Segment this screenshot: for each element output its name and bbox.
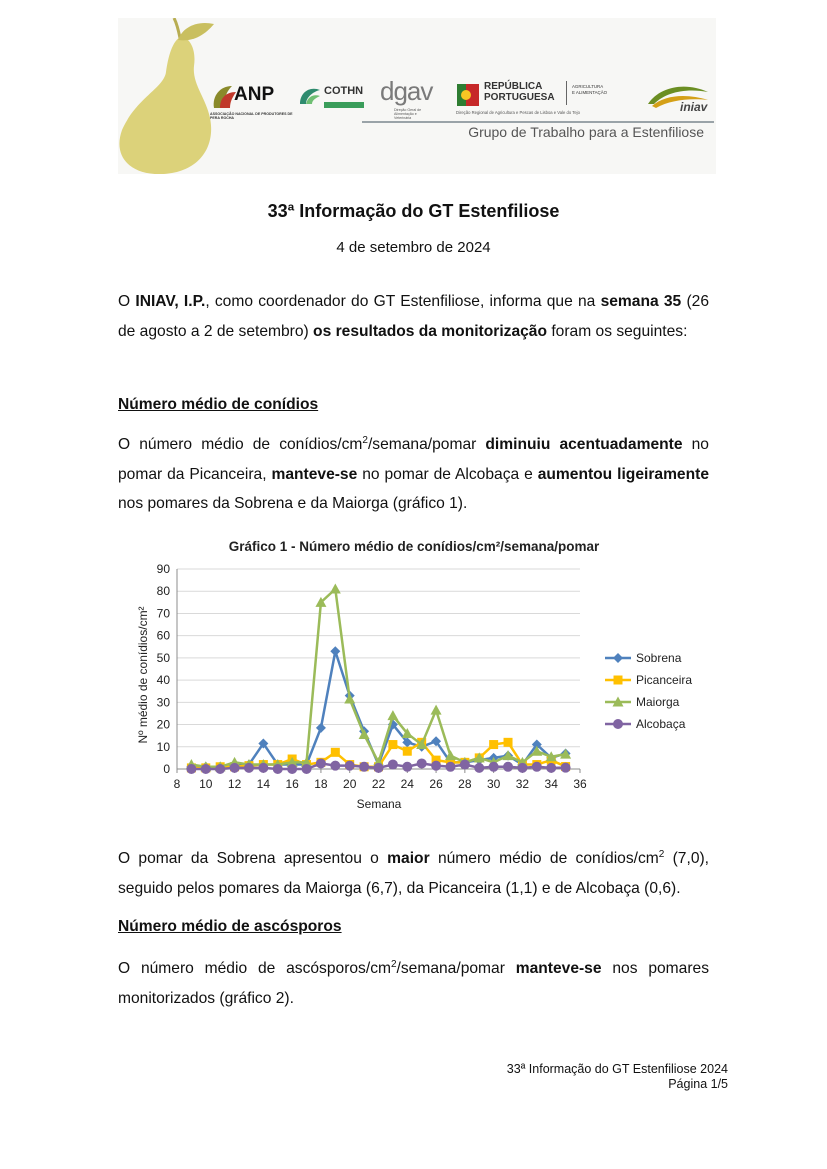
data-point-alcobaa bbox=[474, 763, 484, 773]
republica-text: REPÚBLICA bbox=[484, 81, 543, 92]
x-tick-label: 16 bbox=[285, 777, 299, 791]
portuguesa-text: PORTUGUESA bbox=[484, 92, 555, 103]
page-footer bbox=[507, 1062, 728, 1092]
legend-label-picanceira: Picanceira bbox=[636, 673, 693, 687]
dgav-subtext: Direção Geral de Alimentação e Veterinária bbox=[394, 108, 422, 120]
data-point-alcobaa bbox=[201, 764, 211, 774]
x-tick-label: 28 bbox=[458, 777, 472, 791]
s2-bold-1: manteve-se bbox=[515, 960, 602, 978]
data-point-alcobaa bbox=[445, 762, 455, 772]
y-tick-label: 60 bbox=[156, 628, 170, 643]
legend-marker-sobrena bbox=[613, 653, 623, 663]
agricultura-text-1: AGRICULTURA bbox=[572, 84, 604, 89]
conidios-chart bbox=[118, 530, 716, 820]
data-point-alcobaa bbox=[287, 764, 297, 774]
chart-axes bbox=[177, 569, 580, 769]
dgav-text: dgav bbox=[380, 76, 433, 106]
chart-title: Gráfico 1 - Número médio de conídios/cm²/semana/pomar bbox=[228, 539, 600, 554]
iniav-logo bbox=[646, 76, 712, 126]
y-tick-label: 70 bbox=[156, 606, 170, 621]
p2-text-2: número médio de conídios/cm bbox=[429, 850, 659, 868]
banner-divider bbox=[362, 121, 714, 123]
s1-sup: 2 bbox=[362, 435, 368, 446]
chart-ylabel: Nº médio de conídios/cm² bbox=[136, 606, 150, 744]
data-point-maiorga bbox=[330, 584, 341, 594]
s1-text-5: nos pomares da Sobrena e da Maiorga (gráfico 1). bbox=[118, 495, 468, 513]
chart-ticks bbox=[157, 562, 587, 791]
p2-sup: 2 bbox=[658, 849, 665, 860]
intro-bold-results: os resultados da monitorização bbox=[313, 322, 548, 340]
chart-series bbox=[186, 584, 571, 775]
y-tick-label: 10 bbox=[156, 739, 170, 754]
series-line-sobrena bbox=[191, 651, 565, 767]
data-point-picanceira bbox=[403, 747, 412, 756]
p2-text-3: (7,0), seguido pelos pomares da Maiorga (6,7), da Picanceira (1,1) e de Alcobaça (0,6). bbox=[118, 850, 710, 897]
s1-text-3: no pomar da Picanceira, bbox=[118, 436, 709, 483]
s1-bold-3: aumentou ligeiramente bbox=[537, 465, 709, 483]
data-point-alcobaa bbox=[460, 760, 470, 770]
data-point-alcobaa bbox=[489, 762, 499, 772]
x-tick-label: 32 bbox=[515, 777, 530, 791]
anp-logo bbox=[210, 82, 294, 122]
data-point-alcobaa bbox=[532, 762, 542, 772]
anp-text: ANP bbox=[234, 84, 275, 105]
data-point-alcobaa bbox=[302, 764, 312, 774]
data-point-alcobaa bbox=[503, 762, 513, 772]
data-point-alcobaa bbox=[402, 762, 412, 772]
data-point-picanceira bbox=[489, 740, 498, 749]
legend-label-alcobaa: Alcobaça bbox=[636, 717, 686, 731]
s1-text-2: /semana/pomar bbox=[367, 436, 486, 454]
x-tick-label: 14 bbox=[256, 777, 271, 791]
intro-bold-iniav: INIAV, I.P. bbox=[135, 293, 206, 310]
data-point-sobrena bbox=[330, 646, 340, 656]
chart-legend bbox=[605, 651, 692, 731]
data-point-alcobaa bbox=[186, 764, 196, 774]
data-point-alcobaa bbox=[374, 763, 384, 773]
header-banner bbox=[118, 18, 716, 174]
y-tick-label: 80 bbox=[156, 584, 170, 599]
y-tick-label: 90 bbox=[156, 562, 170, 576]
x-tick-label: 24 bbox=[400, 777, 414, 791]
data-point-picanceira bbox=[504, 738, 513, 747]
data-point-picanceira bbox=[388, 740, 397, 749]
document-title: 33ª Informação do GT Estenfiliose bbox=[267, 201, 560, 221]
intro-text-3: (26 de agosto a 2 de setembro) bbox=[118, 293, 709, 340]
data-point-alcobaa bbox=[273, 764, 283, 774]
x-tick-label: 22 bbox=[371, 777, 386, 791]
data-point-alcobaa bbox=[561, 763, 571, 773]
group-name: Grupo de Trabalho para a Estenfiliose bbox=[468, 124, 704, 140]
data-point-alcobaa bbox=[215, 764, 225, 774]
data-point-alcobaa bbox=[359, 762, 369, 772]
legend-label-maiorga: Maiorga bbox=[636, 695, 680, 709]
p2-text-1: O pomar da Sobrena apresentou o bbox=[118, 850, 388, 868]
data-point-alcobaa bbox=[330, 761, 340, 771]
x-tick-label: 18 bbox=[314, 777, 328, 791]
data-point-alcobaa bbox=[316, 758, 326, 768]
s2-text-3: nos pomares monitorizados (gráfico 2). bbox=[118, 960, 709, 1007]
iniav-text: iniav bbox=[680, 100, 708, 114]
s1-bold-2: manteve-se bbox=[271, 465, 358, 483]
y-tick-label: 40 bbox=[156, 673, 170, 688]
data-point-alcobaa bbox=[230, 763, 240, 773]
data-point-maiorga bbox=[387, 710, 398, 720]
direcao-regional-text: Direção Regional de Agricultura e Pescas de Lisboa e Vale do Tejo bbox=[456, 110, 580, 115]
s2-sup: 2 bbox=[390, 959, 397, 970]
data-point-alcobaa bbox=[517, 763, 527, 773]
data-point-maiorga bbox=[431, 705, 442, 715]
s2-text-1: O número médio de ascósporos/cm bbox=[118, 960, 391, 978]
s1-text-4: no pomar de Alcobaça e bbox=[357, 465, 538, 483]
intro-text-2: , como coordenador do GT Estenfiliose, informa que na bbox=[205, 293, 601, 310]
footer-doc-title: 33ª Informação do GT Estenfiliose 2024 bbox=[506, 1062, 728, 1076]
ranking-paragraph bbox=[118, 840, 709, 903]
x-tick-label: 34 bbox=[544, 777, 558, 791]
y-tick-label: 20 bbox=[156, 717, 170, 732]
legend-label-sobrena: Sobrena bbox=[636, 651, 682, 665]
conidios-paragraph bbox=[118, 426, 709, 519]
intro-bold-week: semana 35 bbox=[600, 293, 682, 310]
x-tick-label: 12 bbox=[227, 777, 242, 791]
x-tick-label: 8 bbox=[173, 777, 181, 791]
s1-text-1: O número médio de conídios/cm bbox=[118, 436, 363, 454]
data-point-alcobaa bbox=[431, 761, 441, 771]
cothn-logo bbox=[298, 78, 370, 122]
chart-gridlines bbox=[177, 569, 580, 747]
legend-marker-picanceira bbox=[614, 676, 623, 685]
p2-bold-1: maior bbox=[387, 850, 430, 868]
y-tick-label: 30 bbox=[156, 695, 170, 710]
data-point-alcobaa bbox=[546, 763, 556, 773]
data-point-alcobaa bbox=[345, 761, 355, 771]
intro-text-4: foram os seguintes: bbox=[547, 322, 688, 340]
section-heading-conidios: Número médio de conídios bbox=[118, 396, 319, 413]
dgav-logo bbox=[380, 76, 446, 126]
x-tick-label: 36 bbox=[573, 777, 587, 791]
footer-page-number: Página 1/5 bbox=[668, 1077, 728, 1091]
s2-text-2: /semana/pomar bbox=[396, 960, 516, 978]
anp-subtext: ASSOCIAÇÃO NACIONAL DE PRODUTORES DE PERA ROCHA bbox=[210, 112, 293, 120]
data-point-alcobaa bbox=[388, 760, 398, 770]
chart-xlabel: Semana bbox=[356, 797, 402, 811]
data-point-picanceira bbox=[331, 748, 340, 757]
section-heading-ascosporos: Número médio de ascósporos bbox=[118, 918, 342, 935]
data-point-alcobaa bbox=[417, 758, 427, 768]
y-tick-label: 0 bbox=[163, 762, 170, 776]
y-tick-label: 50 bbox=[156, 650, 170, 665]
ascosporos-paragraph bbox=[118, 950, 709, 1013]
cothn-text: COTHN bbox=[324, 85, 364, 97]
legend-marker-alcobaa bbox=[613, 719, 623, 729]
document-date: 4 de setembro de 2024 bbox=[336, 239, 491, 256]
x-tick-label: 20 bbox=[343, 777, 357, 791]
s1-bold-1: diminuiu acentuadamente bbox=[485, 436, 683, 454]
x-tick-label: 26 bbox=[429, 777, 443, 791]
data-point-alcobaa bbox=[244, 763, 254, 773]
agricultura-text-2: E ALIMENTAÇÃO bbox=[572, 90, 608, 95]
data-point-alcobaa bbox=[258, 763, 268, 773]
intro-text-1: O bbox=[118, 293, 136, 310]
x-tick-label: 30 bbox=[486, 777, 501, 791]
x-tick-label: 10 bbox=[199, 777, 213, 791]
intro-paragraph bbox=[118, 287, 709, 346]
